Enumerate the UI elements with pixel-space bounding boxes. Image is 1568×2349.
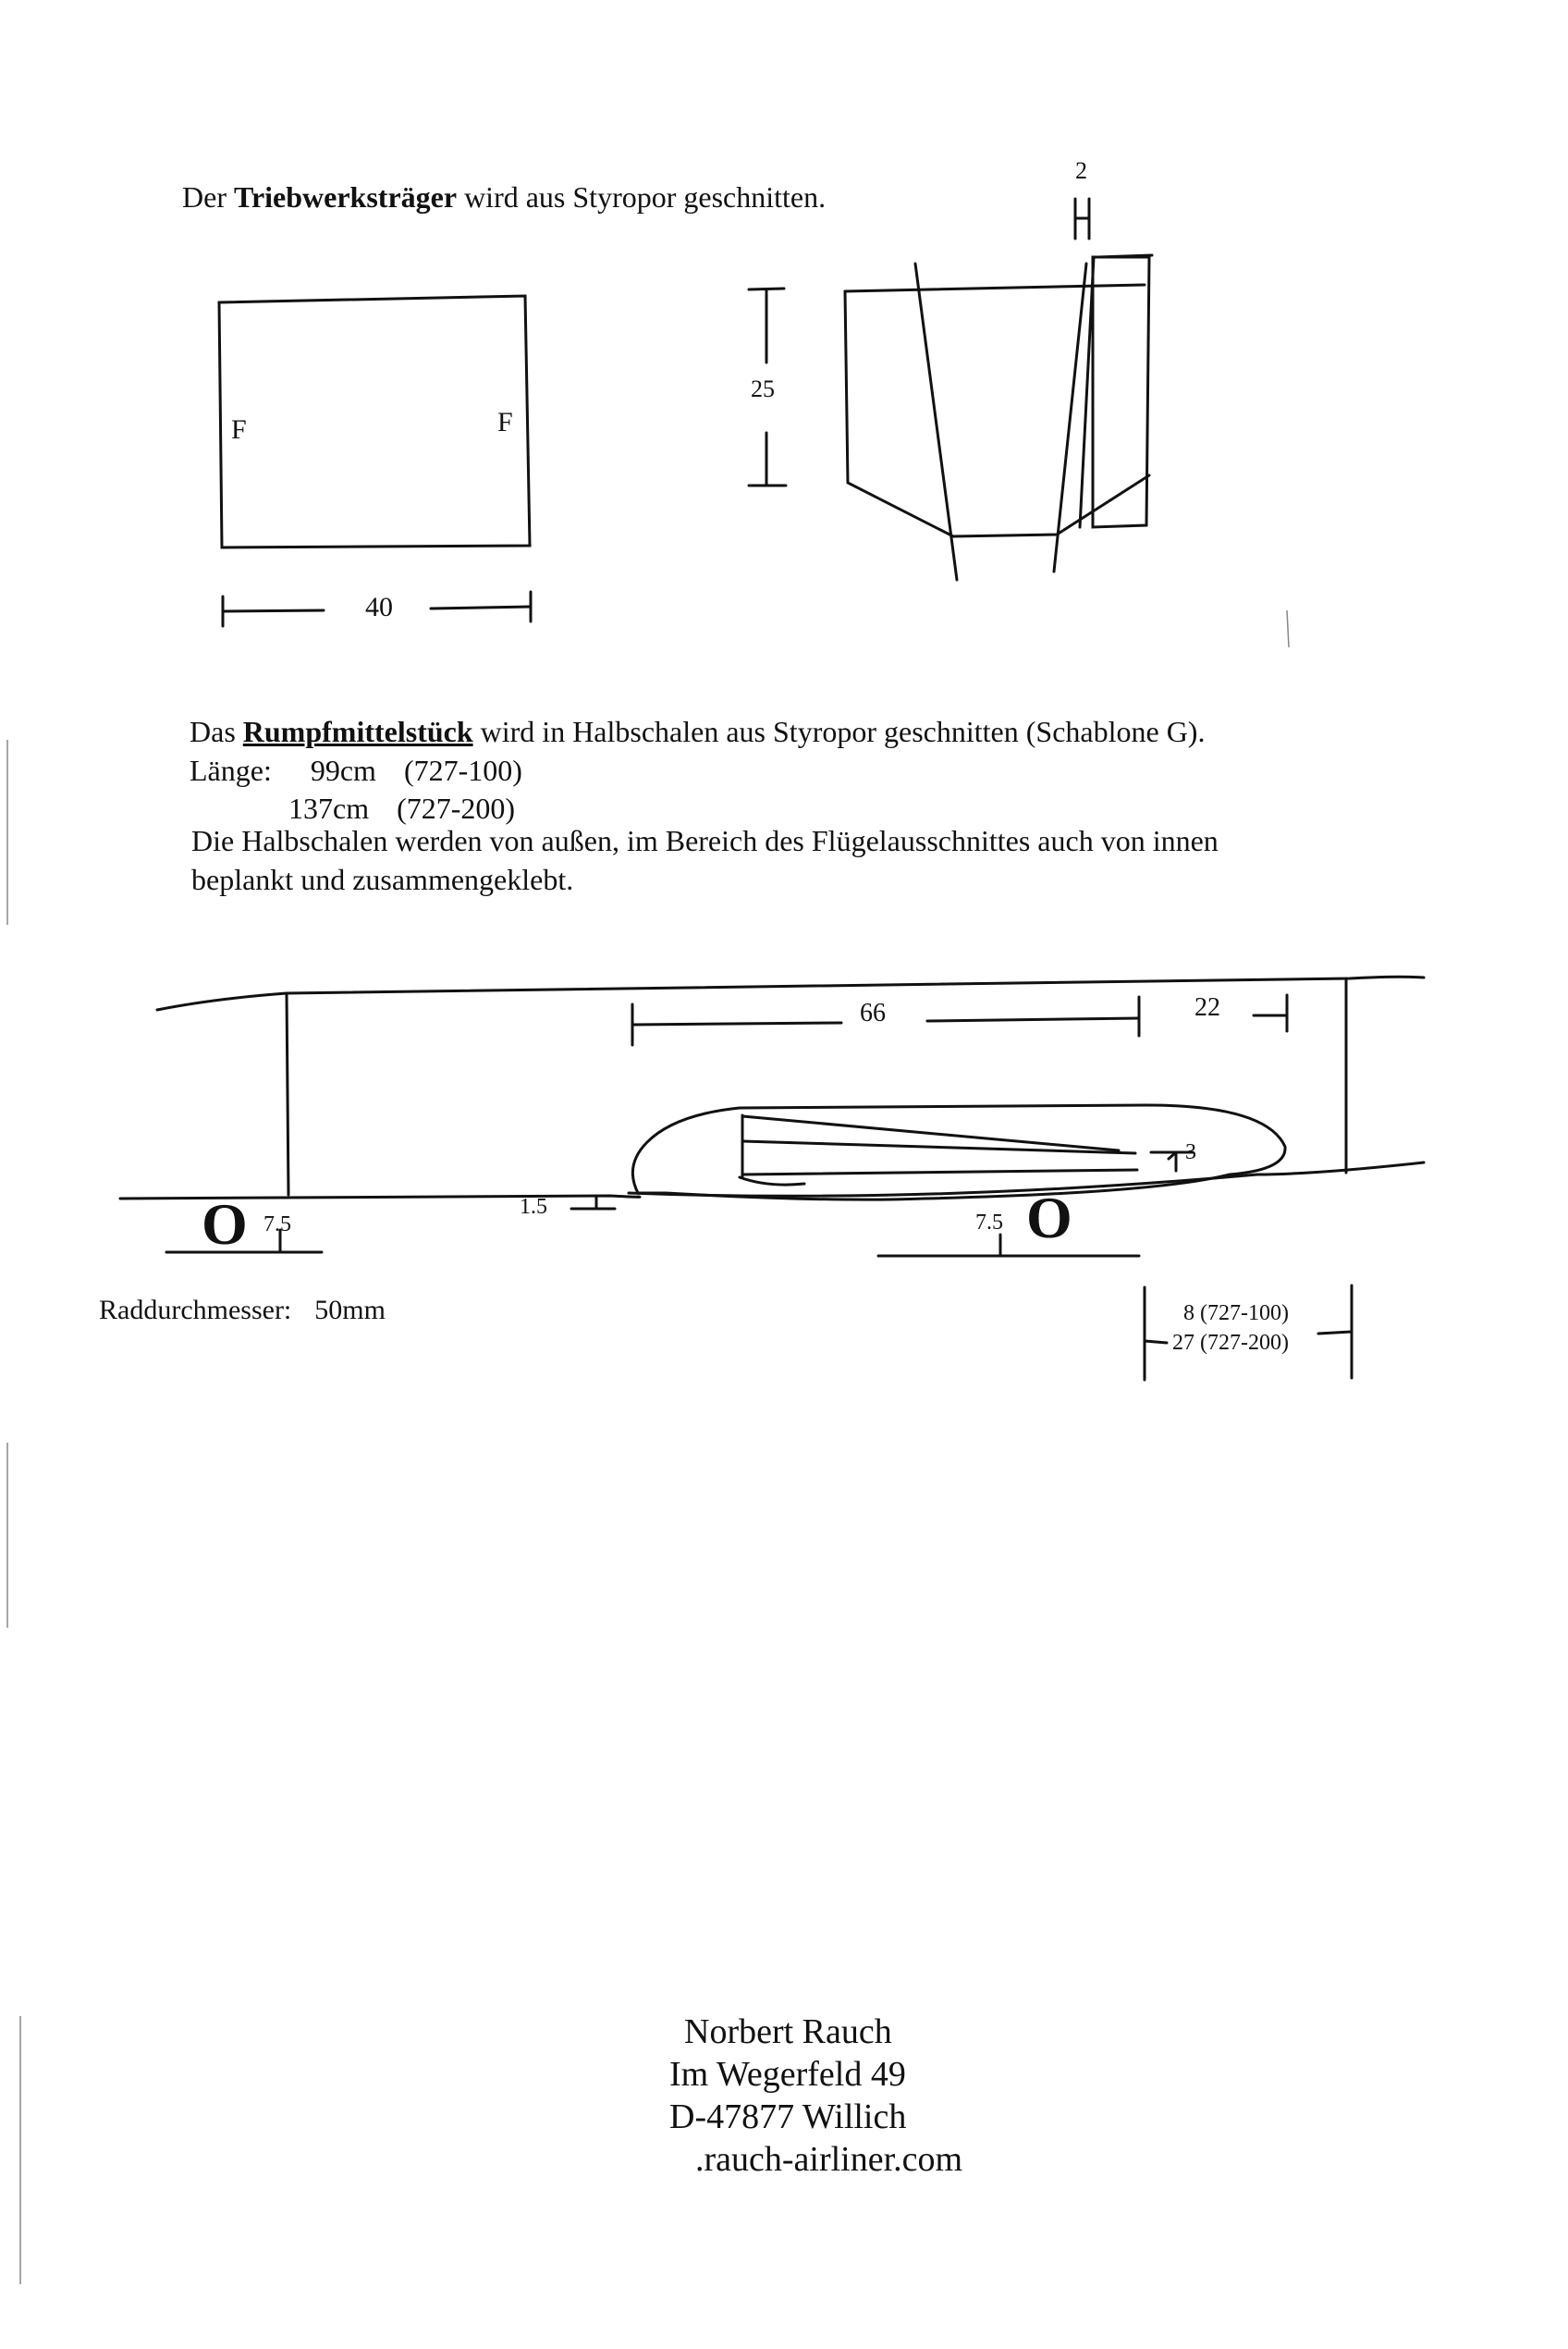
dim-label-25: 25 [751, 375, 775, 402]
dim-label-40: 40 [365, 592, 393, 622]
section2-heading [190, 717, 1205, 746]
length-row-2 [288, 793, 515, 823]
wheel-diameter-label: Raddurchmesser: [99, 1295, 292, 1325]
dim-label-66: 66 [860, 999, 886, 1027]
label-f-left: F [231, 414, 247, 445]
section1-heading [182, 182, 826, 212]
heading-prefix: Das [190, 715, 236, 748]
length-variant-2: (727-200) [397, 792, 516, 825]
heading-suffix: wird in Halbschalen aus Styropor geschnitten (Schablone G). [480, 715, 1206, 748]
heading-suffix: wird aus Styropor geschnitten. [464, 180, 827, 214]
dimension-thickness-2 [1075, 199, 1089, 239]
heading-bold-term: Triebwerksträger [233, 180, 458, 214]
dim-label-3: 3 [1185, 1140, 1196, 1164]
dim-label-7-5-left: 7.5 [263, 1212, 291, 1236]
wheel-left-icon: O [202, 1191, 248, 1257]
fuselage-side-view [120, 977, 1424, 1199]
offset-label-727-100: 8 (727-100) [1183, 1301, 1289, 1325]
author-website: .rauch-airliner.com [695, 2140, 963, 2179]
length-value-2: 137cm [288, 792, 370, 825]
wheel-right-icon: O [1026, 1185, 1072, 1250]
offset-label-727-200: 27 (727-200) [1172, 1331, 1289, 1355]
dim-label-22: 22 [1194, 993, 1220, 1022]
heading-prefix: Der [182, 180, 227, 214]
dim-label-7-5-right: 7.5 [975, 1211, 1003, 1235]
body-line-2: beplankt und zusammengeklebt. [191, 863, 574, 896]
dimension-66-22 [632, 995, 1287, 1045]
engine-support-side-view [219, 296, 530, 547]
author-city: D-47877 Willich [669, 2097, 907, 2136]
length-variant-1: (727-100) [403, 754, 522, 787]
author-name: Norbert Rauch [684, 2012, 892, 2051]
engine-support-front-view [845, 255, 1152, 580]
dim-label-1-5: 1.5 [520, 1195, 547, 1219]
length-row-1 [190, 756, 522, 785]
wheel-diameter-value: 50mm [314, 1295, 386, 1325]
right-gear-dimension [878, 1235, 1139, 1256]
length-value-1: 99cm [310, 754, 376, 787]
author-street: Im Wegerfeld 49 [669, 2055, 906, 2094]
dimension-1-5 [571, 1197, 615, 1209]
wheel-diameter [99, 1297, 386, 1324]
length-label: Länge: [190, 754, 272, 787]
dim-label-2: 2 [1075, 157, 1087, 184]
heading-bold-term: Rumpfmittelstück [242, 715, 473, 748]
body-line-1: Die Halbschalen werden von außen, im Bereich des Flügelausschnittes auch von innen [191, 824, 1219, 857]
label-f-right: F [497, 407, 513, 437]
